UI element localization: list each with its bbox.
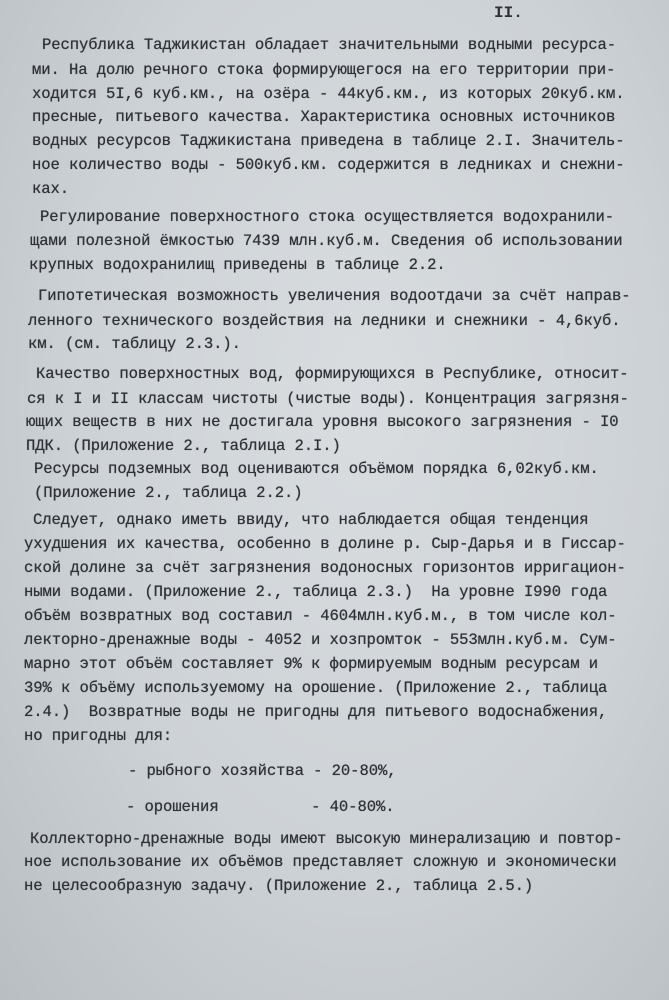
- text-line: Коллекторно-дренажные воды имеют высокую минерализацию и повтор-: [30, 830, 623, 848]
- text-line: Регулирование поверхностного стока осуществляется водохранили-: [40, 208, 614, 226]
- text-line: водных ресурсов Таджикистана приведена в таблице 2.I. Значитель-: [32, 132, 625, 150]
- text-line: ках.: [32, 180, 70, 198]
- text-line: Качество поверхностных вод, формирующихся в Республике, относит-: [36, 365, 629, 383]
- text-line: не целесообразную задачу. (Приложение 2., таблица 2.5.): [24, 877, 534, 895]
- list-item: - орошения - 40-80%.: [126, 798, 395, 816]
- text-line: ющих веществ в них не достигала уровня высокого загрязнения - I0: [26, 413, 619, 431]
- text-line: Гипотетическая возможность увеличения водоотдачи за счёт направ-: [38, 287, 631, 305]
- text-line: ской долине за счёт загрязнения водоносных горизонтов ирригацион-: [24, 559, 626, 577]
- text-line: Следует, однако иметь ввиду, что наблюдается общая тенденция: [33, 511, 589, 529]
- text-line: км. (см. таблицу 2.3.).: [28, 335, 241, 353]
- text-line: ное использование их объёмов представляет сложную и экономически: [24, 853, 617, 871]
- page-number: II.: [494, 4, 523, 22]
- text-line: крупных водохранилищ приведены в таблице 2.2.: [29, 256, 446, 274]
- text-line: ходится 5I,6 куб.км., на озёра - 44куб.км., из которых 20куб.км.: [32, 85, 625, 103]
- text-line: щами полезной ёмкостью 7439 млн.куб.м. Сведения об использовании: [30, 232, 623, 250]
- text-line: пресные, питьевого качества. Характеристика основных источников: [32, 108, 616, 126]
- text-line: Ресурсы подземных вод оцениваются объёмом порядка 6,02куб.км.: [34, 460, 599, 478]
- text-line: объём возвратных вод составил - 4604млн.куб.м., в том числе кол-: [24, 607, 617, 625]
- text-line: ухудшения их качества, особенно в долине р. Сыр-Дарья и в Гиссар-: [24, 535, 626, 553]
- text-line: марно этот объём составляет 9% к формируемым водным ресурсам и: [24, 655, 598, 673]
- text-line: ся к I и II классам чистоты (чистые воды). Концентрация загрязня-: [27, 390, 629, 408]
- text-line: ными водами. (Приложение 2., таблица 2.3.) На уровне I990 года: [24, 583, 608, 601]
- text-line: ПДК. (Приложение 2., таблица 2.I.): [26, 437, 341, 455]
- text-line: 39% к объёму используемому на орошение. (Приложение 2., таблица: [24, 679, 608, 697]
- text-line: ное количество воды - 500куб.км. содержится в ледниках и снежни-: [32, 156, 625, 174]
- list-item: - рыбного хозяйства - 20-80%,: [128, 762, 397, 780]
- text-line: ми. На долю речного стока формирующегося на его территории при-: [32, 61, 616, 79]
- text-line: 2.4.) Возвратные воды не пригодны для питьевого водоснабжения,: [24, 703, 608, 721]
- text-line: ленного технического воздействия на ледники и снежники - 4,6куб.: [28, 312, 621, 330]
- text-line: (Приложение 2., таблица 2.2.): [34, 484, 303, 502]
- text-line: лекторно-дренажные воды - 4052 и хозпромток - 553млн.куб.м. Сум-: [24, 631, 617, 649]
- text-line: но пригодны для:: [24, 727, 173, 745]
- text-line: Республика Таджикистан обладает значительными водными ресурса-: [42, 36, 616, 54]
